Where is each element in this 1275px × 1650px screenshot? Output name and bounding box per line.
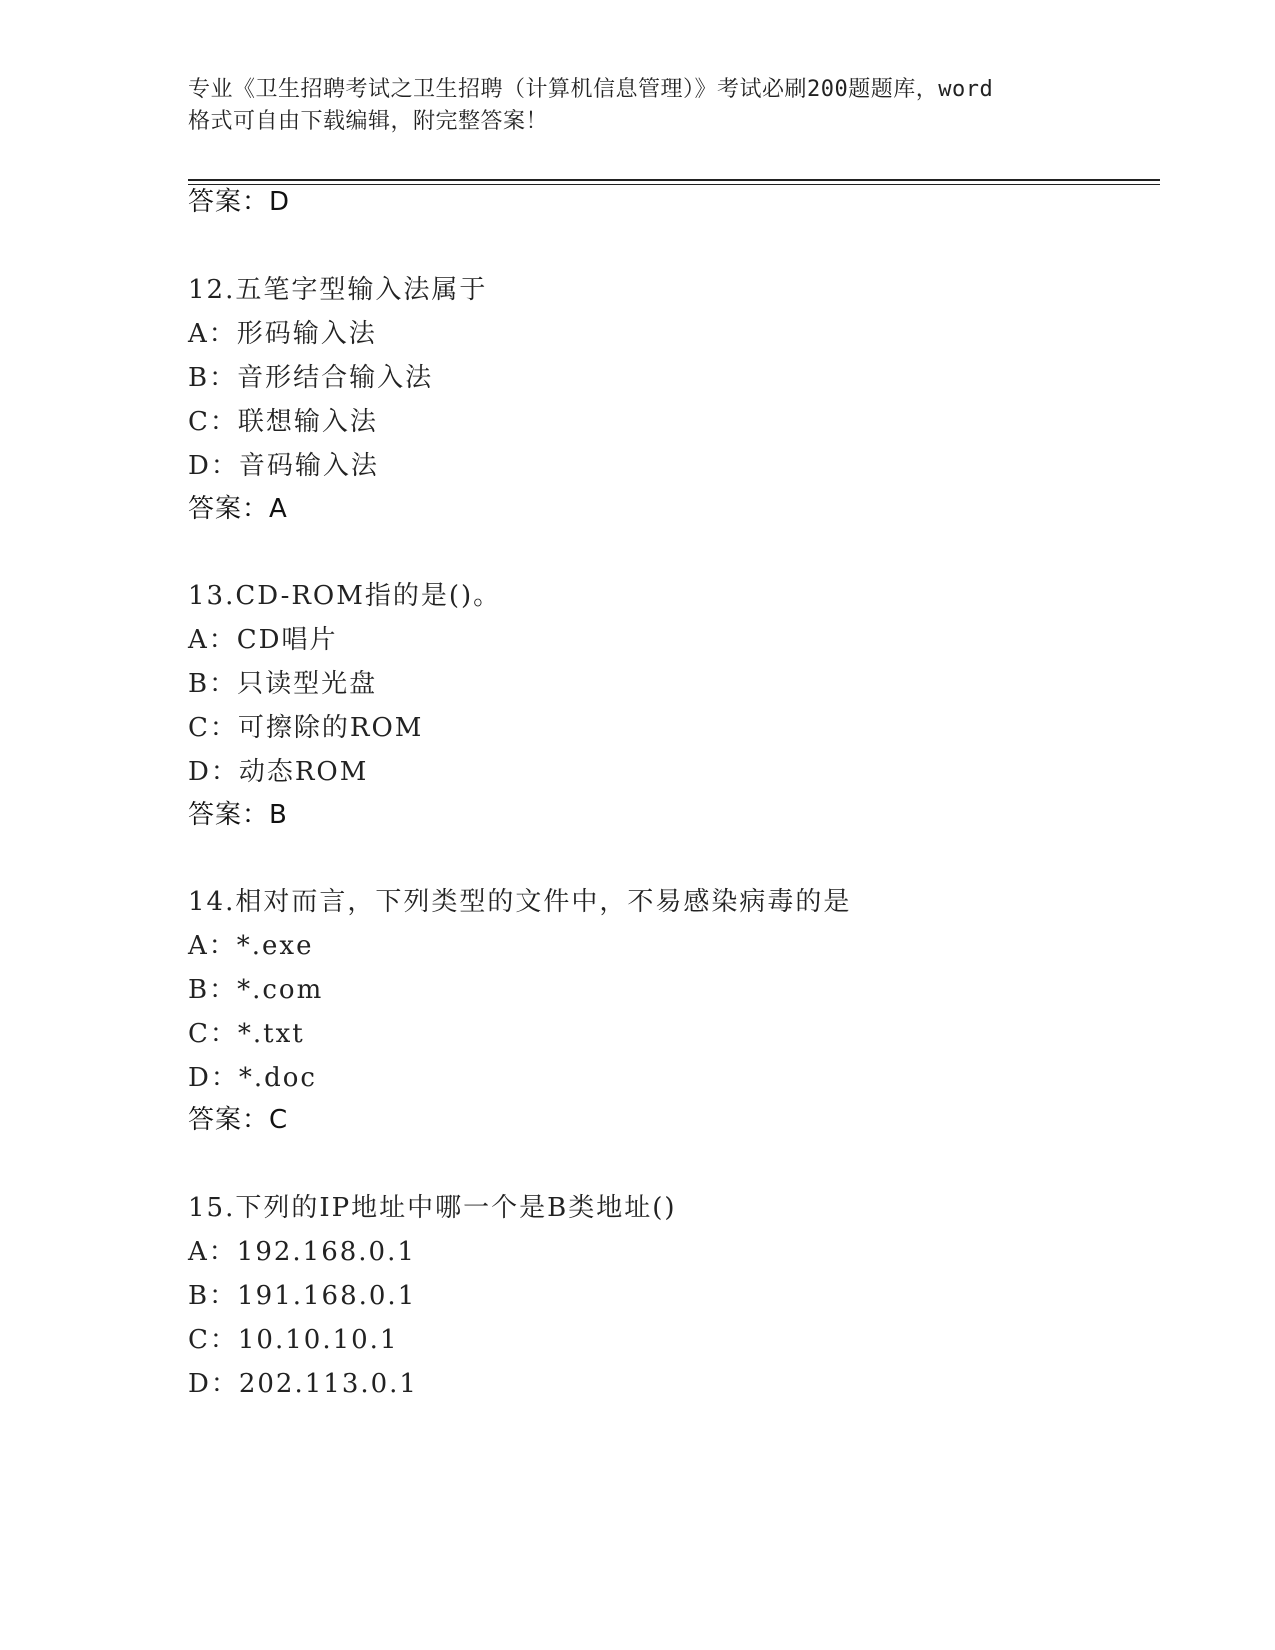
option-b: B：音形结合输入法 bbox=[188, 363, 434, 393]
option-c: C：联想输入法 bbox=[188, 407, 378, 437]
option-a: A：192.168.0.1 bbox=[188, 1237, 416, 1267]
question-stem: 14.相对而言，下列类型的文件中，不易感染病毒的是 bbox=[188, 887, 852, 917]
option-a: A：CD唱片 bbox=[188, 625, 338, 655]
previous-answer: 答案：D bbox=[188, 187, 291, 217]
header-line-1: 专业《卫生招聘考试之卫生招聘（计算机信息管理）》考试必刷200题题库，word bbox=[188, 77, 994, 102]
document-header bbox=[188, 74, 1088, 138]
question-stem: 12.五笔字型输入法属于 bbox=[188, 275, 488, 305]
header-divider-thin bbox=[188, 184, 1160, 185]
option-d: D：动态ROM bbox=[188, 757, 369, 787]
answer-line: 答案：A bbox=[188, 494, 288, 524]
option-d: D：202.113.0.1 bbox=[188, 1369, 418, 1399]
answer-line: 答案：B bbox=[188, 800, 288, 830]
option-c: C：*.txt bbox=[188, 1019, 305, 1049]
header-line-2: 格式可自由下载编辑，附完整答案！ bbox=[188, 109, 549, 134]
option-b: B：只读型光盘 bbox=[188, 669, 378, 699]
header-divider bbox=[188, 179, 1160, 181]
option-d: D：音码输入法 bbox=[188, 451, 379, 481]
option-a: A：形码输入法 bbox=[188, 319, 377, 349]
option-b: B：191.168.0.1 bbox=[188, 1281, 417, 1311]
option-c: C：可擦除的ROM bbox=[188, 713, 424, 743]
option-c: C：10.10.10.1 bbox=[188, 1325, 399, 1355]
answer-line: 答案：C bbox=[188, 1105, 289, 1135]
question-stem: 13.CD-ROM指的是()。 bbox=[188, 581, 502, 611]
question-stem: 15.下列的IP地址中哪一个是B类地址() bbox=[188, 1193, 677, 1223]
option-a: A：*.exe bbox=[188, 931, 314, 961]
option-b: B：*.com bbox=[188, 975, 324, 1005]
option-d: D：*.doc bbox=[188, 1063, 317, 1093]
